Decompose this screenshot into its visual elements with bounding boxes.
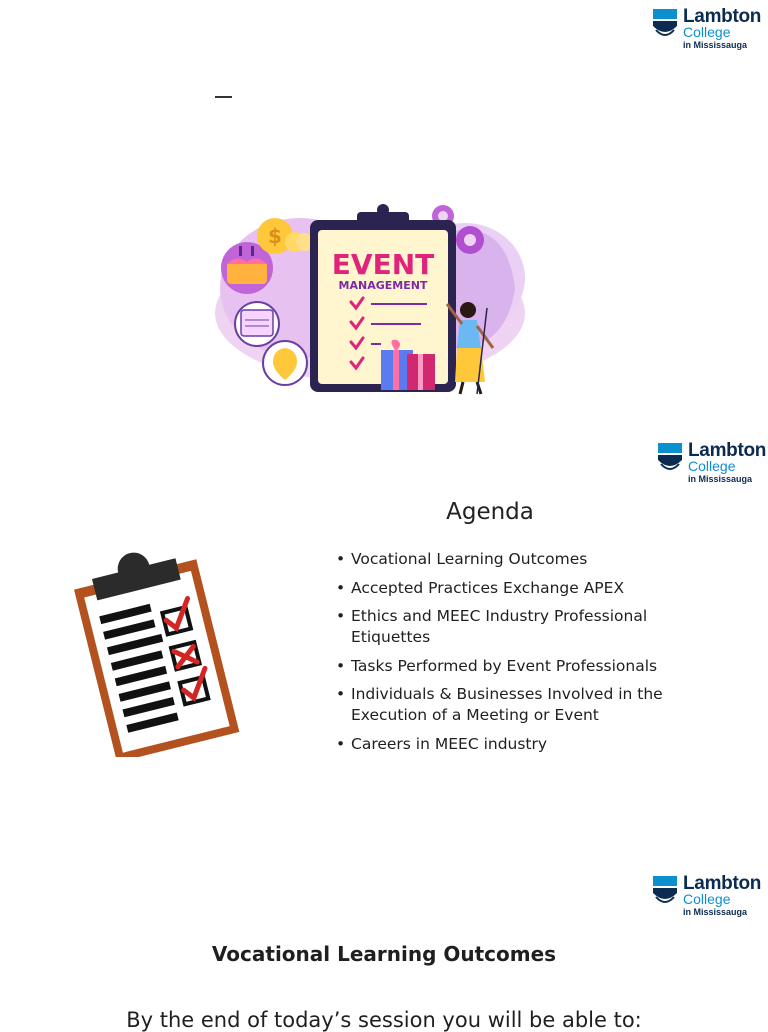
lambton-shield-icon (657, 442, 683, 476)
agenda-item (336, 549, 676, 570)
agenda-item-text: Ethics and MEEC Industry Professional Etiquettes (351, 607, 648, 646)
logo-location: in Mississauga (683, 907, 748, 917)
agenda-item (336, 606, 676, 648)
agenda-item (336, 656, 676, 677)
logo-name: Lambton (683, 6, 762, 27)
lambton-college-logo (652, 873, 764, 921)
bullet-icon: • (336, 607, 346, 625)
lambton-college-logo (652, 6, 764, 54)
logo-subtitle: College (683, 891, 731, 907)
checklist-clipboard-icon (70, 552, 240, 757)
bullet-icon: • (336, 656, 346, 675)
lambton-shield-icon (652, 8, 678, 42)
logo-name: Lambton (683, 873, 762, 894)
agenda-title: Agenda (446, 499, 534, 525)
agenda-item (336, 684, 676, 726)
logo-subtitle: College (688, 458, 736, 474)
slide-title (0, 0, 768, 432)
logo-subtitle: College (683, 24, 731, 40)
learning-outcomes-intro: By the end of today’s session you will be able to: (126, 1008, 642, 1032)
agenda-list (336, 549, 676, 762)
agenda-item-text: Accepted Practices Exchange APEX (351, 578, 625, 597)
agenda-item (336, 734, 676, 755)
event-management-illustration (205, 198, 535, 398)
bullet-icon: • (336, 734, 346, 753)
lambton-college-logo (657, 440, 768, 488)
agenda-item-text: Careers in MEEC industry (351, 734, 548, 753)
agenda-item-text: Individuals & Businesses Involved in the Execution of a Meeting or Event (351, 685, 663, 724)
lambton-shield-icon (652, 875, 678, 909)
bullet-icon: • (336, 550, 346, 568)
logo-location: in Mississauga (683, 40, 748, 50)
learning-outcomes-title: Vocational Learning Outcomes (211, 942, 557, 966)
bullet-icon: • (336, 685, 346, 703)
logo-location: in Mississauga (688, 474, 753, 484)
illustration-management-text: MANAGEMENT (338, 279, 428, 292)
illustration-event-text: EVENT (331, 248, 435, 281)
bullet-icon: • (336, 578, 346, 597)
svg-text:$: $ (268, 224, 282, 248)
title-dash (215, 96, 232, 98)
logo-name: Lambton (688, 440, 767, 461)
agenda-item (336, 578, 676, 599)
agenda-item-text: Vocational Learning Outcomes (351, 550, 588, 568)
agenda-item-text: Tasks Performed by Event Professionals (351, 656, 658, 675)
